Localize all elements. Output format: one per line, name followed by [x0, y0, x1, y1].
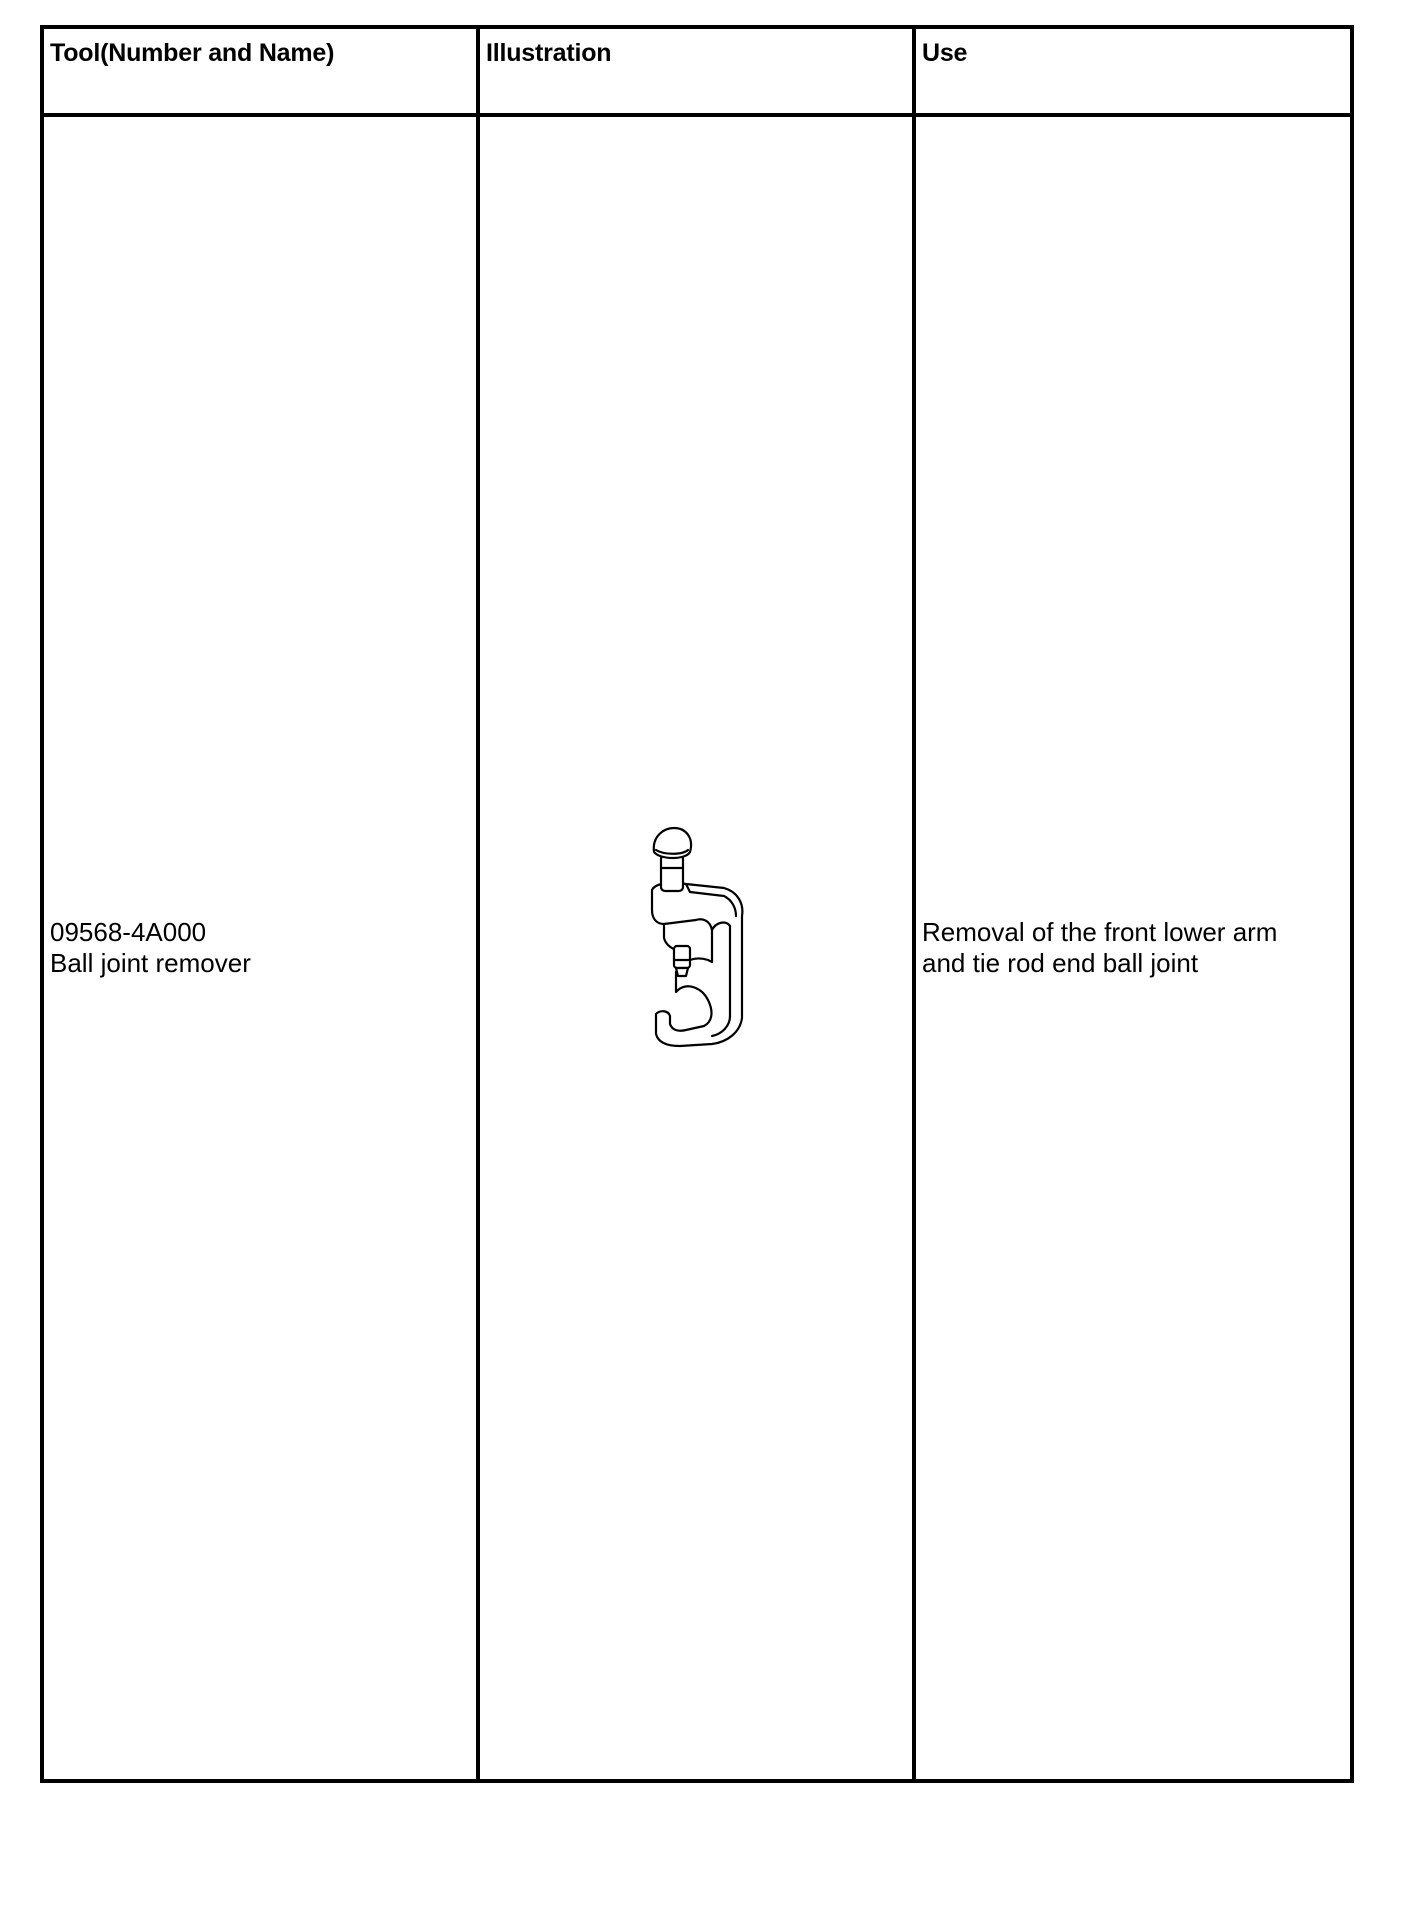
header-tool: Tool(Number and Name) — [42, 27, 478, 115]
tool-name: Ball joint remover — [50, 948, 251, 978]
table-header-row — [42, 27, 1352, 115]
use-description-line-2: and tie rod end ball joint — [922, 948, 1199, 978]
tool-cell — [42, 115, 478, 1781]
header-use: Use — [914, 27, 1352, 115]
use-description-line-1: Removal of the front lower arm — [922, 917, 1278, 947]
use-cell — [914, 115, 1352, 1781]
tool-number: 09568-4A000 — [50, 917, 207, 947]
header-illustration: Illustration — [478, 27, 914, 115]
special-tools-table — [40, 25, 1354, 1783]
table-row — [42, 115, 1352, 1781]
illustration-cell — [478, 115, 914, 1781]
ball-joint-remover-drawing-icon — [616, 820, 776, 1070]
